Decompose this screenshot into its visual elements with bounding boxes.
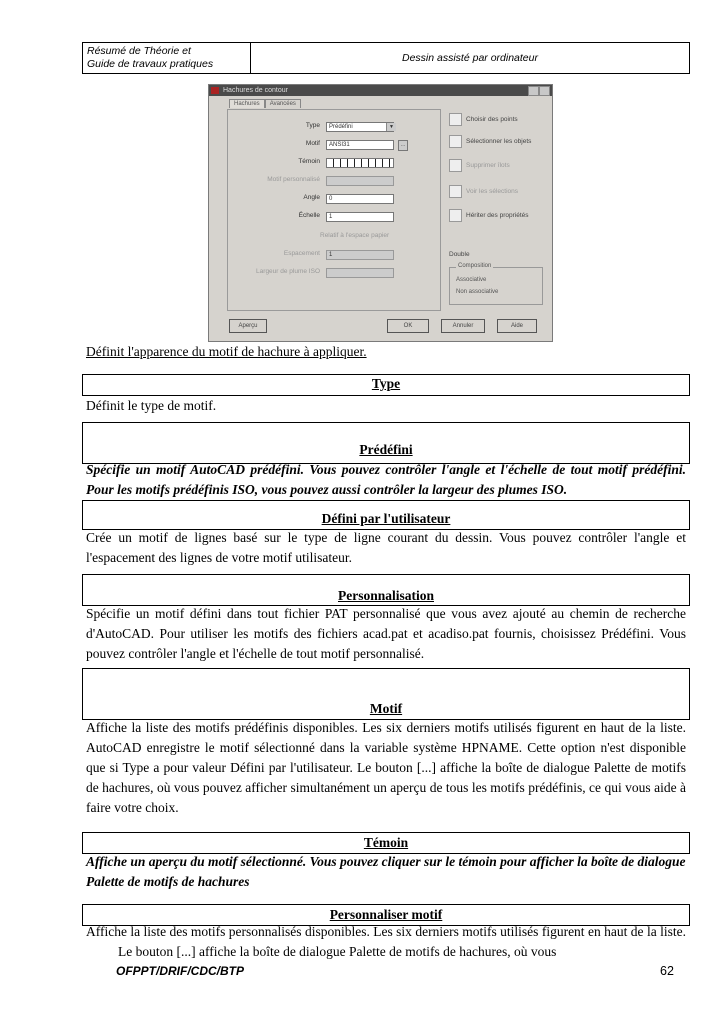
dialog-panel [227, 109, 441, 311]
remove-islands-icon [449, 159, 462, 172]
relative-checkbox-label: Relatif à l'espace papier [320, 232, 390, 239]
type-section-box [82, 374, 690, 396]
app-icon [211, 87, 219, 94]
chevron-down-icon: ▼ [386, 123, 396, 131]
view-selections-icon [449, 185, 462, 198]
row-iso [228, 268, 440, 280]
relative-checkbox-row [320, 232, 440, 242]
temoin-label: Témoin [298, 158, 320, 165]
custom-select [326, 176, 394, 186]
row-temoin [228, 158, 440, 170]
dialog-title: Hachures de contour [223, 87, 288, 94]
spacing-field: 1 [326, 250, 394, 260]
row-angle [228, 194, 440, 206]
dialog-title-bar [209, 85, 552, 96]
perso-text: Spécifie un motif défini dans tout fichier PAT personnalisé que vous avez ajouté au chemin de recherche d'AutoCAD. Pour utiliser les motifs des fichiers acad.pat et acadiso.pat fournis, choisissez Prédéfini. Vous pouvez contrôler l'angle et l'échelle de tout motif personnalisé. [86, 606, 686, 661]
scale-select: 1 [326, 212, 394, 222]
type-title: Type [371, 376, 401, 391]
type-text: Définit le type de motif. [86, 398, 217, 413]
predefini-text: Spécifie un motif AutoCAD prédéfini. Vous pouvez contrôler l'angle et l'échelle de tout motif prédéfini. Pour les motifs prédéfinis ISO, vous pouvez aussi contrôler la largeur des plumes ISO. [86, 462, 686, 497]
spacing-label: Espacement [283, 250, 320, 257]
cancel-button: Annuler [441, 319, 485, 333]
custom-label: Motif personnalisé [267, 176, 320, 183]
type-label: Type [305, 122, 320, 129]
scale-label: Échelle [298, 212, 320, 219]
composition-non-associative: Non associative [456, 289, 499, 295]
footer-organization: OFPPT/DRIF/CDC/BTP [116, 964, 244, 978]
motif-select: ANSI31 [326, 140, 394, 150]
header-right-cell: Dessin assisté par ordinateur [402, 52, 538, 64]
help-icon [528, 86, 539, 96]
composition-group [449, 263, 543, 305]
temoin-section-box [82, 832, 690, 854]
ok-button: OK [387, 319, 429, 333]
composition-associative: Associative [456, 277, 487, 283]
perso-title: Personnalisation [337, 588, 434, 603]
page-header [82, 42, 690, 74]
pick-points-icon [449, 113, 462, 126]
row-custom [228, 176, 440, 188]
browse-button: … [398, 140, 408, 151]
perso-section-box [82, 574, 690, 606]
motif-section-box [82, 668, 690, 720]
temoin-title: Témoin [363, 835, 409, 850]
motif-title: Motif [369, 701, 403, 716]
tab-hachures: Hachures [229, 99, 265, 108]
dialog-tabs [229, 99, 301, 108]
header-left-line1: Résumé de Théorie et [87, 45, 191, 57]
motif-text: Affiche la liste des motifs prédéfinis disponibles. Les six derniers motifs utilisés figurent en haut de la liste. AutoCAD enregistre le motif sélectionné dans la variable système HPNAME. Cette option n'est disponible que si Type a pour valeur Défini par l'utilisateur. Le bouton [...] affiche la boîte de dialogue Palette de motifs de hachures, où vous pouvez afficher simultanément un aperçu de tous les motifs prédéfinis, ce qui vous aide à faire votre choix. [86, 720, 686, 815]
row-motif [228, 140, 440, 152]
page-number: 62 [660, 964, 674, 978]
double-checkbox-label: Double [449, 251, 470, 258]
help-button: Aide [497, 319, 537, 333]
close-icon [539, 86, 550, 96]
utilisateur-title: Défini par l'utilisateur [321, 511, 451, 526]
row-spacing [228, 250, 440, 262]
iso-select [326, 268, 394, 278]
row-scale [228, 212, 440, 224]
swatch-preview [326, 158, 394, 168]
type-select: Prédéfini [326, 122, 394, 132]
composition-title: Composition [458, 263, 492, 269]
preview-button: Aperçu [229, 319, 267, 333]
predefini-section-box [82, 422, 690, 464]
angle-label: Angle [303, 194, 320, 201]
persomotif-title: Personnaliser motif [329, 907, 443, 922]
motif-label: Motif [305, 140, 320, 147]
utilisateur-section-box [82, 500, 690, 530]
header-left-line2: Guide de travaux pratiques [87, 58, 214, 70]
row-type [228, 122, 440, 134]
hatch-dialog-screenshot: Hachures de contour Hachures Avancées Type Prédéfini ▼ Motif ANSI31 … Témoin Motif personnalisé Angle 0 Échelle 1 Relatif à l'espace papier Espacement 1 Largeur de plume ISO Choisir des points Sélectionner les objets Supprimer îlots Voir les sélections Hériter des propriétés Double Composition Associative Non associative Aperçu OK Annuler Aide [208, 84, 553, 342]
tab-avancees: Avancées [265, 99, 301, 108]
figure-caption: Définit l'apparence du motif de hachure à appliquer. [86, 344, 367, 359]
inherit-properties-icon [449, 209, 462, 222]
utilisateur-text: Crée un motif de lignes basé sur le type de ligne courant du dessin. Vous pouvez contrôler l'angle et l'espacement des lignes de votre motif utilisateur. [86, 530, 686, 565]
header-left-cell [83, 43, 251, 73]
angle-select: 0 [326, 194, 394, 204]
select-objects-icon [449, 135, 462, 148]
iso-label: Largeur de plume ISO [256, 268, 320, 275]
temoin-text: Affiche un aperçu du motif sélectionné. Vous pouvez cliquer sur le témoin pour afficher la boîte de dialogue Palette de motifs de hachures [86, 854, 686, 889]
persomotif-text: Affiche la liste des motifs personnalisés disponibles. Les six derniers motifs utilisés figurent en haut de la liste. Le bouton [...] affiche la boîte de dialogue Palette de motifs de hachures, où vous [86, 924, 686, 959]
predefini-title: Prédéfini [359, 442, 413, 457]
